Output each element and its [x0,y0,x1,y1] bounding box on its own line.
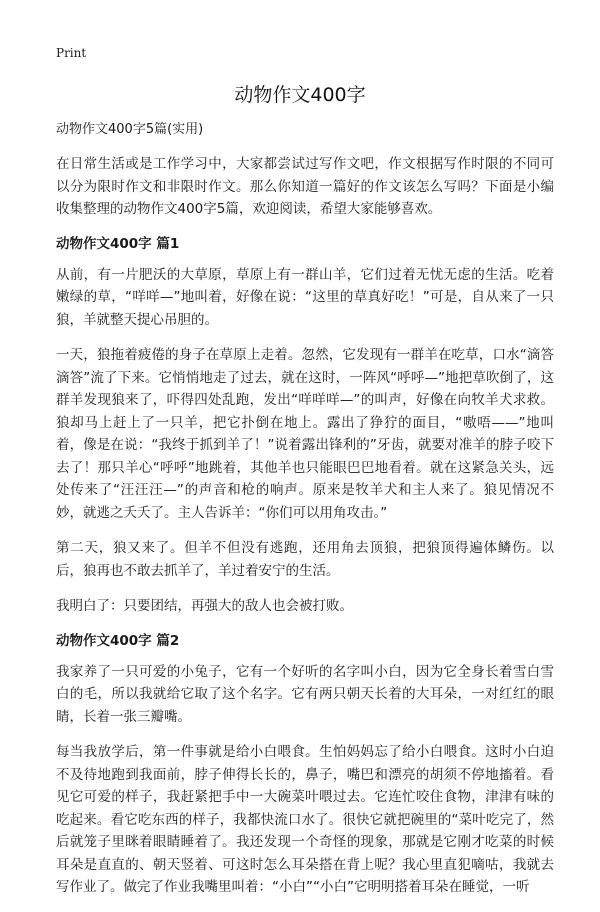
page-title: 动物作文400字 [234,84,366,106]
intro-paragraph: 在日常生活或是工作学习中，大家都尝试过写作文吧，作文根据写作时限的不同可以分为限时作文和非限时作文。那么你知道一篇好的作文该怎么写吗？下面是小编收集整理的动物作文400字5篇，欢迎阅读，希望大家能够喜欢。 [56,156,554,217]
section-1-paragraph-2: 一天，狼拖着疲倦的身子在草原上走着。忽然，它发现有一群羊在吃草，口水“滴答滴答”流了下来。它悄悄地走了过去，就在这时，一阵风“呼呼—”地把草吹倒了，这群羊发现狼来了，吓得四处乱跑，发出“咩咩咩—”的叫声，好像在向牧羊犬求救。狼却马上赶上了一只羊，把它扑倒在地上。露出了狰狞的面目，“嗷唔——”地叫着，像是在说：“我终于抓到羊了！”说着露出锋利的”牙齿，就要对准羊的脖子咬下去了！那只羊心“呼呼”地跳着，其他羊也只能眼巴巴地看着。就在这紧急关头，远处传来了“汪汪汪—”的声音和枪的响声。原来是牧羊犬和主人来了。狼见情况不妙，就逃之夭夭了。主人告诉羊：“你们可以用角攻击。” [56,347,554,521]
article-content [56,120,554,912]
section-heading-2: 动物作文400字 篇2 [56,632,180,649]
section-2-paragraph-2: 每当我放学后，第一件事就是给小白喂食。生怕妈妈忘了给小白喂食。这时小白迫不及待地跑到我面前，脖子伸得长长的，鼻子，嘴巴和漂亮的胡须不停地搐着。看见它可爱的样子，我赶紧把手中一大碗菜叶喂过去。它连忙咬住食物，津津有味的吃起来。看它吃东西的样子，我都快流口水了。很快它就把碗里的“菜叶吃完了，然后就笼子里眯着眼睛睡着了。我还发现一个奇怪的现象，那就是它刚才吃菜的时候耳朵是直直的、朝天竖着、可这时怎么耳朵搭在背上呢？我心里直犯嘀咕，我就去写作业了。做完了作业我嘴里叫着：“小白”“小白”它明明搭着耳朵在睡觉，一听 [56,744,554,895]
section-1-paragraph-3: 第二天，狼又来了。但羊不但没有逃跑，还用角去顶狼，把狼顶得遍体鳞伤。以后，狼再也不敢去抓羊了，羊过着安宁的生活。 [56,540,554,579]
section-2-paragraph-1: 我家养了一只可爱的小兔子，它有一个好听的名字叫小白，因为它全身长着雪白雪白的毛，所以我就给它取了这个名字。它有两只朝天长着的大耳朵，一对红红的眼睛，长着一张三瓣嘴。 [56,663,554,725]
print-link[interactable]: Print [56,46,87,60]
section-heading-1: 动物作文400字 篇1 [56,235,180,252]
section-1-paragraph-1: 从前，有一片肥沃的大草原，草原上有一群山羊，它们过着无忧无虑的生活。吃着嫩绿的草，“咩咩—”地叫着，好像在说：“这里的草真好吃！”可是，自从来了一只狼，羊就整天提心吊胆的。 [56,266,554,328]
article-subtitle: 动物作文400字5篇(实用) [56,122,204,137]
section-1-paragraph-4: 我明白了：只要团结，再强大的敌人也会被打败。 [56,598,353,614]
